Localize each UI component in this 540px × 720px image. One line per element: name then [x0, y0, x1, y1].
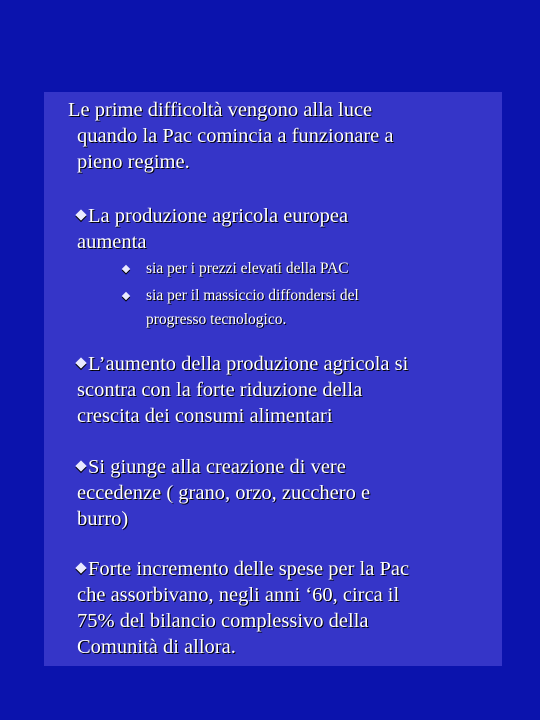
intro-line-1: Le prime difficoltà vengono alla luce: [68, 99, 373, 121]
intro-line-3: pieno regime.: [77, 151, 190, 173]
diamond-bullet-icon: [75, 358, 86, 369]
bullet-3-line-1: Si giunge alla creazione di vere: [88, 456, 346, 478]
bullet-3-line-3: burro): [77, 508, 129, 530]
bullet-2-line-1: L’aumento della produzione agricola si: [88, 353, 409, 375]
bullet-4: [77, 557, 409, 582]
bullet-4-line-1: Forte incremento delle spese per la Pac: [88, 558, 410, 580]
bullet-4-line-4: Comunità di allora.: [77, 636, 236, 658]
bullet-3: [77, 455, 346, 480]
bullet-1-line-1: La produzione agricola europea: [88, 205, 349, 227]
bullet-1-line-2: aumenta: [77, 231, 147, 253]
diamond-bullet-icon: [75, 461, 86, 472]
bullet-3-line-2: eccedenze ( grano, orzo, zucchero e: [77, 482, 371, 504]
sub-item-2-line-1: sia per il massiccio diffondersi del: [146, 287, 359, 304]
bullet-2-line-2: scontra con la forte riduzione della: [77, 379, 363, 401]
bullet-4-line-2: che assorbivano, negli anni ‘60, circa il: [77, 584, 400, 606]
diamond-bullet-icon: [75, 563, 86, 574]
diamond-bullet-icon: [75, 210, 86, 221]
bullet-4-line-3: 75% del bilancio complessivo della: [77, 610, 369, 632]
sub-item-2-line-2: progresso tecnologico.: [146, 311, 287, 328]
sub-item-1: sia per i prezzi elevati della PAC: [146, 260, 349, 277]
bullet-1: [77, 204, 348, 229]
bullet-2-line-3: crescita dei consumi alimentari: [77, 405, 333, 427]
bullet-2: [77, 352, 408, 377]
intro-line-2: quando la Pac comincia a funzionare a: [77, 125, 394, 147]
